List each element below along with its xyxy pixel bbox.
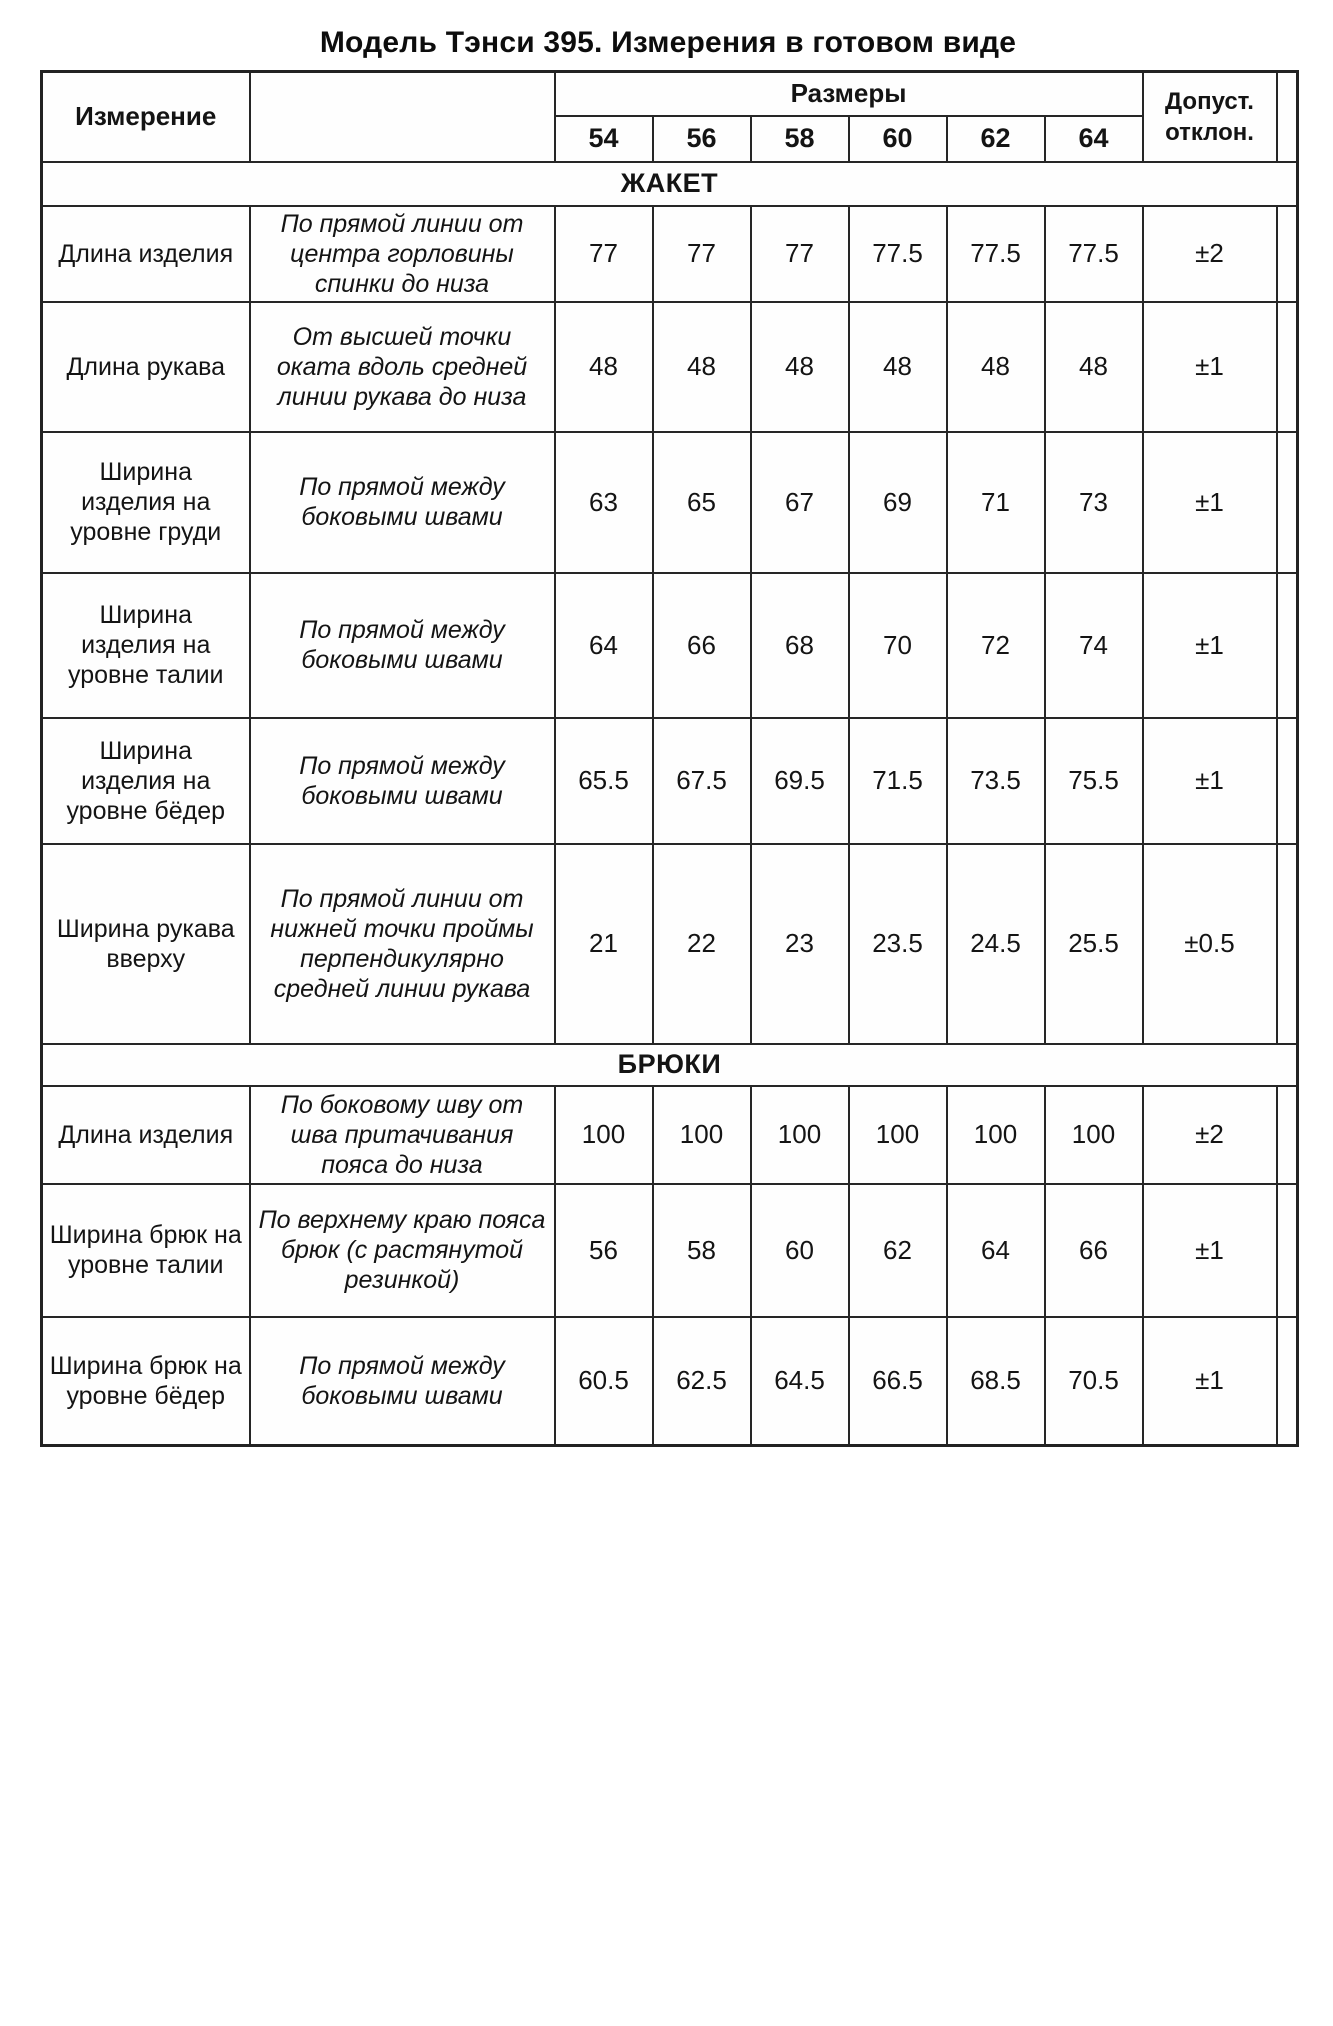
size-value: 62 xyxy=(849,1184,947,1317)
size-value: 77 xyxy=(555,206,653,302)
size-value: 21 xyxy=(555,844,653,1044)
measurement-description: По прямой между боковыми швами xyxy=(250,1317,555,1446)
tolerance-value: ±1 xyxy=(1143,718,1277,844)
size-value: 70 xyxy=(849,573,947,718)
size-value: 69 xyxy=(849,432,947,573)
size-value: 63 xyxy=(555,432,653,573)
size-value: 66.5 xyxy=(849,1317,947,1446)
size-value: 48 xyxy=(555,302,653,432)
empty-edge-cell xyxy=(1277,302,1298,432)
tolerance-value: ±1 xyxy=(1143,1184,1277,1317)
measurement-name: Ширина изделия на уровне бёдер xyxy=(42,718,250,844)
size-value: 77.5 xyxy=(849,206,947,302)
table-row xyxy=(42,844,1298,1044)
size-value: 73 xyxy=(1045,432,1143,573)
empty-edge-cell xyxy=(1277,1317,1298,1446)
size-value: 100 xyxy=(849,1086,947,1184)
column-header-description xyxy=(250,72,555,162)
size-header-60: 60 xyxy=(849,116,947,162)
measurement-description: По верхнему краю пояса брюк (с растянутой резинкой) xyxy=(250,1184,555,1317)
size-header-58: 58 xyxy=(751,116,849,162)
measurement-description: По прямой между боковыми швами xyxy=(250,432,555,573)
tolerance-value: ±1 xyxy=(1143,432,1277,573)
table-row xyxy=(42,1184,1298,1317)
measurement-description: По прямой между боковыми швами xyxy=(250,718,555,844)
empty-edge-cell xyxy=(1277,844,1298,1044)
measurement-name: Ширина изделия на уровне талии xyxy=(42,573,250,718)
size-value: 71 xyxy=(947,432,1045,573)
section-row-jacket xyxy=(42,162,1298,206)
empty-edge-cell xyxy=(1277,718,1298,844)
size-value: 68 xyxy=(751,573,849,718)
measurement-description: По прямой линии от центра горловины спинки до низа xyxy=(250,206,555,302)
size-value: 48 xyxy=(751,302,849,432)
size-value: 65 xyxy=(653,432,751,573)
table-row xyxy=(42,432,1298,573)
size-value: 73.5 xyxy=(947,718,1045,844)
size-value: 100 xyxy=(947,1086,1045,1184)
page-title: Модель Тэнси 395. Измерения в готовом виде xyxy=(319,26,1017,59)
empty-edge-cell xyxy=(1277,206,1298,302)
size-header-56: 56 xyxy=(653,116,751,162)
size-value: 23 xyxy=(751,844,849,1044)
size-value: 100 xyxy=(555,1086,653,1184)
size-value: 22 xyxy=(653,844,751,1044)
size-value: 100 xyxy=(1045,1086,1143,1184)
size-value: 100 xyxy=(653,1086,751,1184)
size-value: 71.5 xyxy=(849,718,947,844)
size-value: 70.5 xyxy=(1045,1317,1143,1446)
size-value: 67 xyxy=(751,432,849,573)
size-value: 75.5 xyxy=(1045,718,1143,844)
section-title: БРЮКИ xyxy=(42,1044,1298,1086)
tolerance-value: ±2 xyxy=(1143,206,1277,302)
size-value: 60 xyxy=(751,1184,849,1317)
tolerance-value: ±1 xyxy=(1143,1317,1277,1446)
size-value: 68.5 xyxy=(947,1317,1045,1446)
header-row-sizes-label xyxy=(42,72,1298,116)
size-value: 72 xyxy=(947,573,1045,718)
size-value: 48 xyxy=(849,302,947,432)
measurement-name: Ширина рукава вверху xyxy=(42,844,250,1044)
table-row xyxy=(42,1086,1298,1184)
measurement-description: По прямой линии от нижней точки проймы перпендикулярно средней линии рукава xyxy=(250,844,555,1044)
measurements-table xyxy=(40,70,1299,1447)
measurement-name: Ширина брюк на уровне бёдер xyxy=(42,1317,250,1446)
measurement-description: По боковому шву от шва притачивания пояса до низа xyxy=(250,1086,555,1184)
size-value: 56 xyxy=(555,1184,653,1317)
column-header-sizes: Размеры xyxy=(555,72,1143,116)
size-value: 64 xyxy=(555,573,653,718)
size-value: 67.5 xyxy=(653,718,751,844)
size-header-64: 64 xyxy=(1045,116,1143,162)
tolerance-value: ±1 xyxy=(1143,302,1277,432)
empty-edge-cell xyxy=(1277,1184,1298,1317)
size-value: 66 xyxy=(1045,1184,1143,1317)
size-value: 65.5 xyxy=(555,718,653,844)
size-header-54: 54 xyxy=(555,116,653,162)
tolerance-value: ±0.5 xyxy=(1143,844,1277,1044)
size-value: 64.5 xyxy=(751,1317,849,1446)
empty-edge-cell xyxy=(1277,432,1298,573)
size-value: 64 xyxy=(947,1184,1045,1317)
table-row xyxy=(42,1317,1298,1446)
measurement-description: От высшей точки оката вдоль средней линии рукава до низа xyxy=(250,302,555,432)
measurement-name: Ширина изделия на уровне груди xyxy=(42,432,250,573)
table-row xyxy=(42,718,1298,844)
empty-edge-cell xyxy=(1277,1086,1298,1184)
table-row xyxy=(42,573,1298,718)
size-value: 48 xyxy=(947,302,1045,432)
section-row-trousers xyxy=(42,1044,1298,1086)
measurement-description: По прямой между боковыми швами xyxy=(250,573,555,718)
size-value: 48 xyxy=(653,302,751,432)
measurement-name: Длина изделия xyxy=(42,206,250,302)
size-value: 25.5 xyxy=(1045,844,1143,1044)
column-header-tolerance: Допуст. отклон. xyxy=(1143,72,1277,162)
measurement-name: Ширина брюк на уровне талии xyxy=(42,1184,250,1317)
size-value: 100 xyxy=(751,1086,849,1184)
size-value: 23.5 xyxy=(849,844,947,1044)
size-value: 66 xyxy=(653,573,751,718)
size-value: 48 xyxy=(1045,302,1143,432)
table-row xyxy=(42,206,1298,302)
empty-edge-cell xyxy=(1277,573,1298,718)
size-value: 69.5 xyxy=(751,718,849,844)
column-header-measurement: Измерение xyxy=(42,72,250,162)
size-value: 74 xyxy=(1045,573,1143,718)
empty-edge-cell xyxy=(1277,72,1298,162)
size-value: 77.5 xyxy=(947,206,1045,302)
measurement-name: Длина изделия xyxy=(42,1086,250,1184)
size-value: 77.5 xyxy=(1045,206,1143,302)
tolerance-value: ±1 xyxy=(1143,573,1277,718)
table-row xyxy=(42,302,1298,432)
size-value: 60.5 xyxy=(555,1317,653,1446)
size-value: 77 xyxy=(653,206,751,302)
size-value: 77 xyxy=(751,206,849,302)
measurement-name: Длина рукава xyxy=(42,302,250,432)
tolerance-value: ±2 xyxy=(1143,1086,1277,1184)
section-title: ЖАКЕТ xyxy=(42,162,1298,206)
size-header-62: 62 xyxy=(947,116,1045,162)
size-value: 62.5 xyxy=(653,1317,751,1446)
size-value: 58 xyxy=(653,1184,751,1317)
size-value: 24.5 xyxy=(947,844,1045,1044)
